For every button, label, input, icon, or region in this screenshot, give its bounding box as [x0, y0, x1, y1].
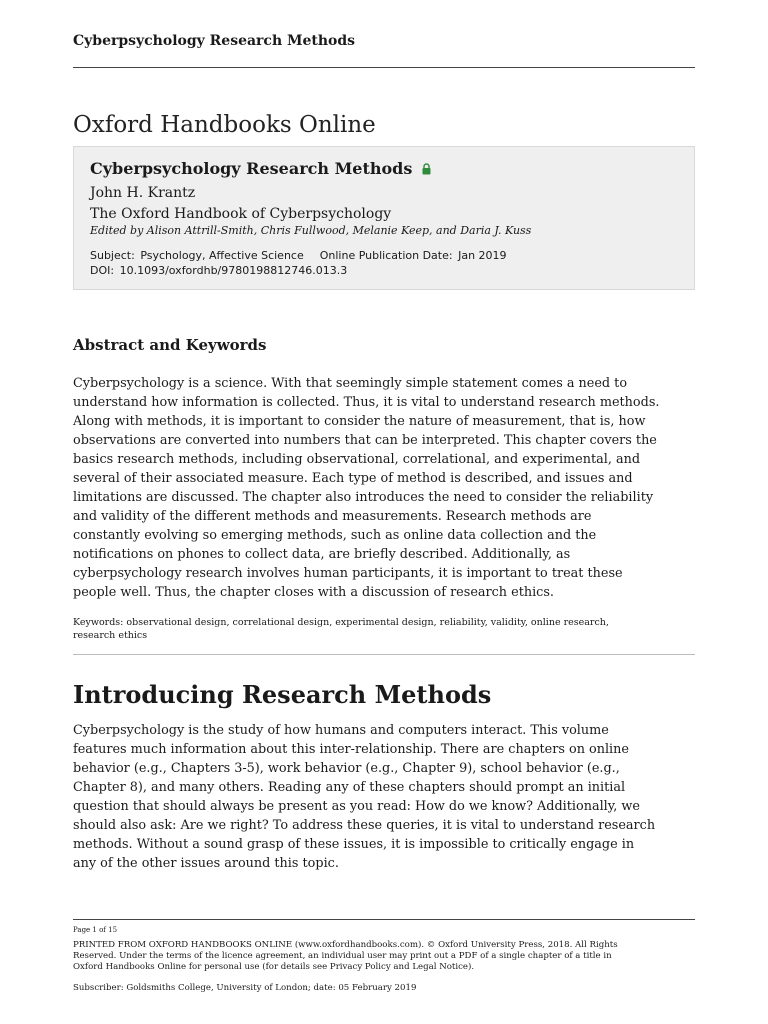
running-head: Cyberpsychology Research Methods: [73, 33, 356, 49]
page-number: Page 1 of 15: [73, 926, 118, 934]
keywords: [73, 617, 695, 642]
pubdate-value: Jan 2019: [458, 249, 507, 262]
doi-line: [90, 263, 678, 278]
print-notice-line: Oxford Handbooks Online for personal use (for details see Privacy Policy and Legal Notice).: [73, 962, 475, 972]
lock-icon: [422, 163, 431, 175]
editors: Edited by Alison Attrill-Smith, Chris Fullwood, Melanie Keep, and Daria J. Kuss: [90, 224, 532, 237]
print-notice-line: Reserved. Under the terms of the licence agreement, an individual user may print out a PDF of a single chapter of a title in: [73, 951, 612, 961]
abstract-line: limitations are discussed. The chapter also introduces the need to consider the reliability: [73, 490, 654, 505]
book-title: The Oxford Handbook of Cyberpsychology: [90, 206, 392, 222]
abstract-line: and validity of the different methods and measurements. Research methods are: [73, 509, 592, 524]
body-line: Chapter 8), and many others. Reading any of these chapters should prompt an initial: [73, 780, 626, 795]
abstract-line: observations are converted into numbers that can be interpreted. This chapter covers the: [73, 433, 657, 448]
print-notice: [73, 940, 695, 973]
body-line: question that should always be present as you read: How do we know? Additionally, we: [73, 799, 640, 814]
body-line: any of the other issues around this topic.: [73, 856, 339, 871]
keywords-line: research ethics: [73, 629, 148, 641]
doi-label: DOI:: [90, 264, 115, 277]
subject-line: [90, 248, 678, 263]
author: John H. Krantz: [90, 185, 196, 201]
abstract-line: basics research methods, including observational, correlational, and experimental, and: [73, 452, 641, 467]
body-line: Cyberpsychology is the study of how humans and computers interact. This volume: [73, 723, 609, 738]
header-rule: [73, 67, 695, 68]
chapter-title-text: Cyberpsychology Research Methods: [90, 159, 413, 178]
body-line: features much information about this inter-relationship. There are chapters on online: [73, 742, 629, 757]
subject-label: Subject:: [90, 249, 135, 262]
abstract-text: [73, 374, 695, 602]
print-notice-line: PRINTED FROM OXFORD HANDBOOKS ONLINE (www.oxfordhandbooks.com). © Oxford University Press, 2018. All Rights: [73, 940, 618, 950]
abstract-line: people well. Thus, the chapter closes with a discussion of research ethics.: [73, 585, 554, 600]
keywords-line: Keywords: observational design, correlational design, experimental design, reliability, validity, online research,: [73, 617, 609, 628]
abstract-heading: Abstract and Keywords: [73, 336, 267, 354]
abstract-line: Cyberpsychology is a science. With that seemingly simple statement comes a need to: [73, 376, 628, 391]
section-heading: Introducing Research Methods: [73, 680, 492, 709]
subscriber-line: Subscriber: Goldsmiths College, University of London; date: 05 February 2019: [73, 983, 417, 993]
body-line: methods. Without a sound grasp of these issues, it is impossible to critically engage in: [73, 837, 635, 852]
abstract-line: understand how information is collected. Thus, it is vital to understand research methods.: [73, 395, 660, 410]
chapter-title: [90, 157, 678, 181]
abstract-line: cyberpsychology research involves human participants, it is important to treat these: [73, 566, 623, 581]
body-line: should also ask: Are we right? To address these queries, it is vital to understand research: [73, 818, 656, 833]
abstract-line: several of their associated measure. Each type of method is described, and issues and: [73, 471, 633, 486]
citation-box: [73, 146, 695, 290]
abstract-line: constantly evolving so emerging methods, such as online data collection and the: [73, 528, 597, 543]
abstract-line: notifications on phones to collect data, are briefly described. Additionally, as: [73, 547, 571, 562]
keywords-rule: [73, 654, 695, 655]
body-line: behavior (e.g., Chapters 3-5), work behavior (e.g., Chapter 9), school behavior (e.g.,: [73, 761, 620, 776]
citation-meta: [90, 248, 678, 278]
doi-value[interactable]: 10.1093/oxfordhb/9780198812746.013.3: [119, 264, 348, 277]
footer-rule: [73, 919, 695, 920]
subject-value: Psychology, Affective Science: [140, 249, 304, 262]
abstract-line: Along with methods, it is important to consider the nature of measurement, that is, how: [73, 414, 646, 429]
brand-title: Oxford Handbooks Online: [73, 112, 376, 138]
section-body: [73, 721, 695, 873]
pubdate-label: Online Publication Date:: [319, 249, 453, 262]
